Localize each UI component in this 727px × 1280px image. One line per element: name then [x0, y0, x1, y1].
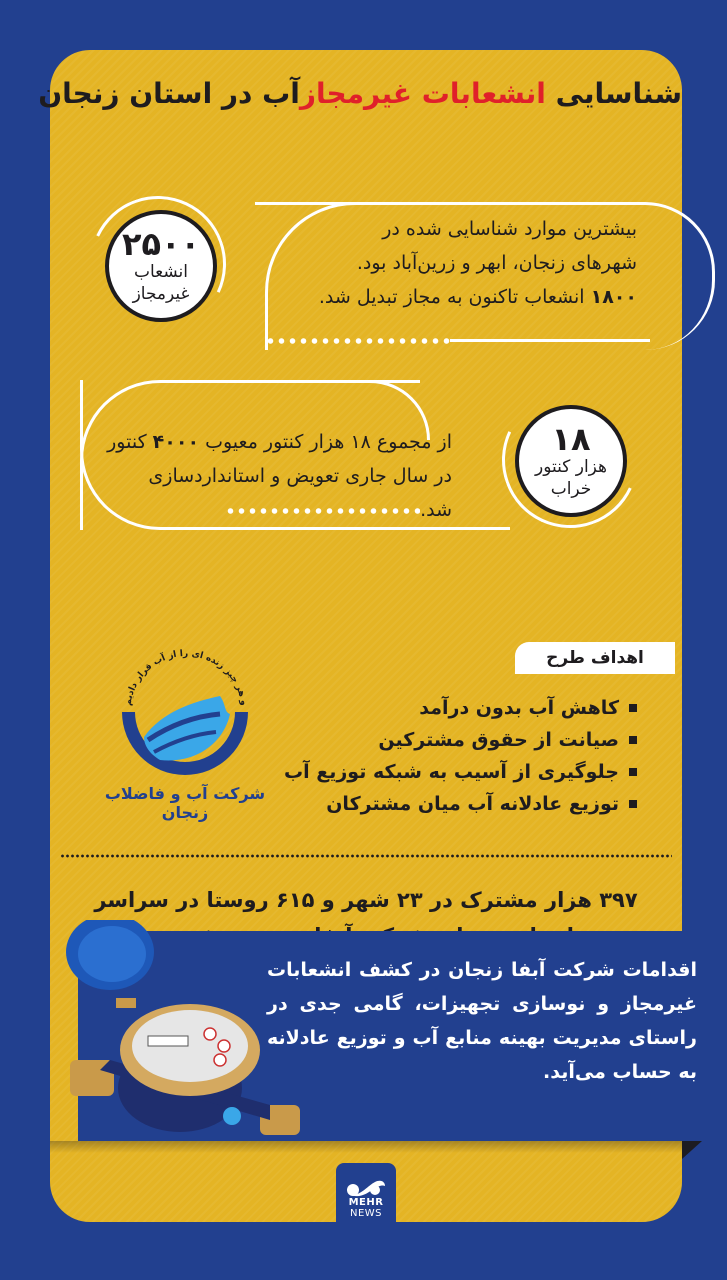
text-line: ۳۹۷ هزار مشترک در ۲۳ شهر و ۶۱۵ روستا در سراسر [94, 888, 638, 912]
logo-company-name: شرکت آب و فاضلاب زنجان [104, 784, 266, 822]
list-item-text: صیانت از حقوق مشترکین [378, 729, 619, 751]
count-value: ۱۸۰۰ [590, 286, 637, 308]
brand-text: MEHR [348, 1197, 384, 1208]
banner-fold [682, 1141, 702, 1159]
text-line [72, 425, 452, 459]
water-wave-logo-icon [92, 642, 278, 792]
badge-label: غیرمجاز [132, 284, 190, 304]
text-fragment: از مجموع ۱۸ هزار کنتور معیوب [199, 431, 452, 453]
text-line: در سال جاری تعویض و استانداردسازی [148, 465, 452, 487]
list-item [284, 692, 637, 724]
mehr-logo-icon [345, 1176, 387, 1198]
goals-heading: اهداف طرح [515, 642, 675, 674]
water-company-logo [92, 642, 278, 822]
bullet-square-icon [629, 704, 637, 712]
text-fragment: انشعاب تاکنون به مجاز تبدیل شد. [318, 286, 591, 308]
section2-text [72, 425, 452, 527]
bullet-square-icon [629, 736, 637, 744]
list-item [284, 724, 637, 756]
list-item-text: توزیع عادلانه آب میان مشترکان [326, 793, 619, 815]
badge-illegal-connections [105, 210, 217, 322]
logo-motto: و هر چیز زنده ای را از آب قرار دادیم [123, 648, 249, 707]
water-meter-image [60, 920, 300, 1160]
list-item [284, 756, 637, 788]
bullet-square-icon [629, 768, 637, 776]
text-line: شهرهای زنجان، ابهر و زرین‌آباد بود. [356, 252, 637, 274]
text-fragment: کنتور [107, 431, 153, 453]
text-line: بیشترین موارد شناسایی شده در [382, 218, 637, 240]
badge-number: ۱۸ [551, 420, 591, 458]
count-value: ۴۰۰۰ [152, 431, 200, 453]
section1-text [237, 212, 637, 314]
brand-text: NEWS [349, 1208, 383, 1219]
badge-label: هزار کنتور [534, 457, 608, 477]
goals-list [284, 692, 637, 820]
text-line: شد. [420, 499, 452, 521]
dotted-divider [60, 853, 672, 859]
page-title [38, 77, 682, 110]
list-item [284, 788, 637, 820]
title-highlight: انشعابات غیرمجاز [299, 77, 546, 110]
divider-line [450, 339, 650, 342]
title-part2: آب در استان زنجان [38, 77, 300, 110]
text-line [237, 280, 637, 314]
svg-text:و هر چیز زنده ای را از آب قرار [123, 649, 248, 706]
badge-label: خراب [550, 479, 592, 499]
bullet-square-icon [629, 800, 637, 808]
list-item-text: کاهش آب بدون درآمد [419, 697, 619, 719]
badge-number: ۲۵۰۰ [121, 225, 201, 263]
list-item-text: جلوگیری از آسیب به شبکه توزیع آب [284, 761, 619, 783]
badge-broken-meters [515, 405, 627, 517]
summary-text: اقدامات شرکت آبفا زنجان در کشف انشعابات غیرمجاز و نوسازی تجهیزات، گامی جدی در راستای مدیریت بهینه منابع آب و توزیع عادلانه به حساب می‌آید. [267, 959, 697, 1083]
badge-label: انشعاب [134, 262, 189, 282]
mehr-news-logo [336, 1163, 396, 1223]
dotted-divider [265, 338, 455, 344]
title-part1: شناسایی [555, 77, 682, 110]
